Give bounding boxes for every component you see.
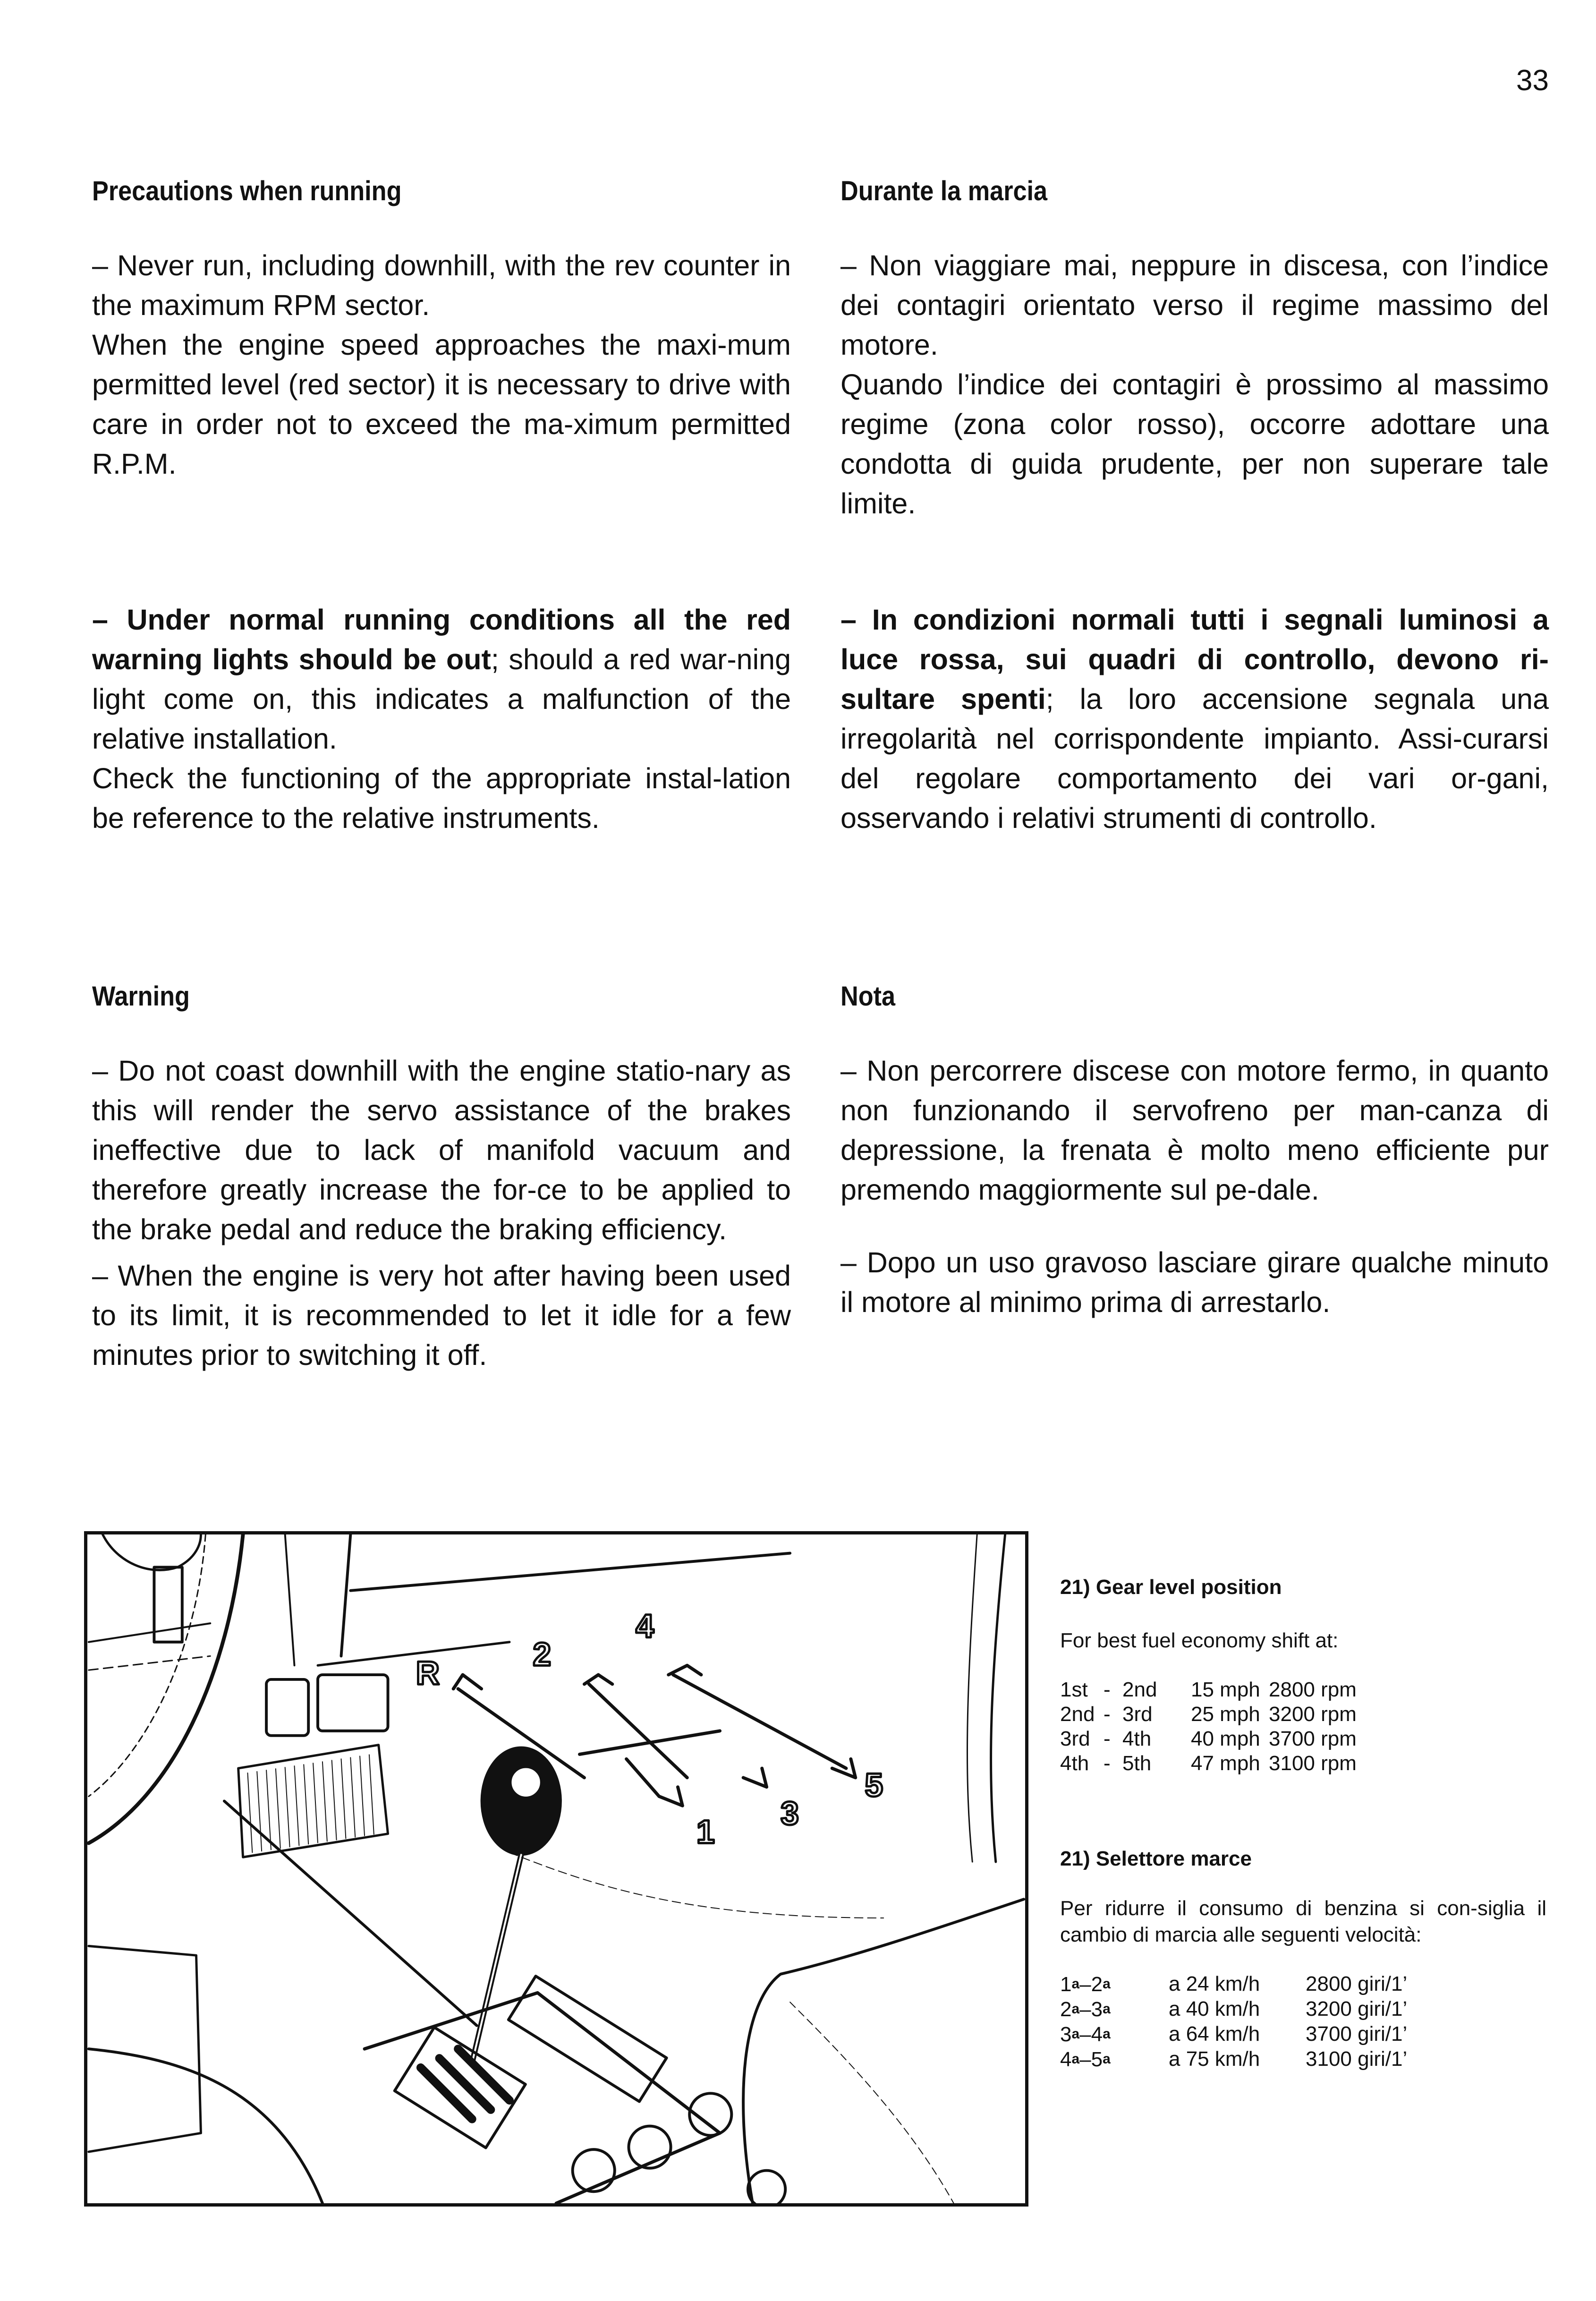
shift-speed: a 75 km/h bbox=[1169, 2047, 1260, 2071]
gear-label-3: 3 bbox=[781, 1794, 799, 1832]
shift-rpm: 3200 rpm bbox=[1269, 1702, 1357, 1726]
gear-label-5: 5 bbox=[865, 1766, 883, 1804]
segnali-emphasis: – In condizioni normali tutti i segnali luminosi a luce rossa, sui quadri di controllo, devono ri-sultare spenti bbox=[840, 604, 1549, 715]
page-number: 33 bbox=[1516, 64, 1549, 97]
gear-pair: 1$^a$–2$^a$ bbox=[1060, 1972, 1111, 1996]
shift-rpm: 3700 giri/1’ bbox=[1306, 2022, 1408, 2045]
to-gear: 5th bbox=[1122, 1751, 1152, 1775]
shift-rpm: 2800 giri/1’ bbox=[1306, 1972, 1408, 1995]
caption-intro-en: For best fuel economy shift at: bbox=[1060, 1628, 1339, 1652]
table-row bbox=[1060, 1972, 1407, 1997]
from-gear: 2nd bbox=[1060, 1702, 1095, 1726]
segnali-paragraph bbox=[840, 600, 1549, 838]
shift-speed: 40 mph bbox=[1191, 1727, 1260, 1750]
separator: - bbox=[1104, 1727, 1111, 1750]
caption-italian bbox=[1060, 1847, 1546, 2072]
section-warning bbox=[92, 980, 791, 1375]
shift-rpm: 3100 giri/1’ bbox=[1306, 2047, 1408, 2071]
shift-table-en bbox=[1060, 1678, 1357, 1776]
from-gear: 4th bbox=[1060, 1751, 1089, 1775]
gear-pair: 2$^a$–3$^a$ bbox=[1060, 1997, 1111, 2021]
from-gear: 3rd bbox=[1060, 1727, 1090, 1750]
gear-shift-diagram-icon bbox=[87, 1534, 1025, 2203]
to-gear: 4th bbox=[1122, 1727, 1152, 1750]
section-durante bbox=[840, 175, 1549, 523]
shift-rpm: 3200 giri/1’ bbox=[1306, 1997, 1408, 2020]
shift-rpm: 3700 rpm bbox=[1269, 1727, 1357, 1750]
shift-speed: 15 mph bbox=[1191, 1678, 1260, 1701]
warning-lights-paragraph bbox=[92, 600, 791, 758]
shift-table-it bbox=[1060, 1972, 1407, 2072]
nota-paragraph-2: – Dopo un uso gravoso lasciare girare qualche minuto il motore al minimo prima di arrestarlo. bbox=[840, 1246, 1549, 1318]
warning-paragraph-2: – When the engine is very hot after having been used to its limit, it is recommended to let it idle for a few minutes prior to switching it off. bbox=[92, 1259, 791, 1371]
shift-speed: 47 mph bbox=[1191, 1751, 1260, 1775]
to-gear: 2nd bbox=[1122, 1678, 1157, 1701]
gear-pair: 4$^a$–5$^a$ bbox=[1060, 2047, 1111, 2071]
shift-rpm: 3100 rpm bbox=[1269, 1751, 1357, 1775]
warning-lights-emphasis: – Under normal running conditions all the red warning lights should be out bbox=[92, 604, 791, 675]
caption-title-en: 21) Gear level position bbox=[1060, 1576, 1282, 1599]
gear-label-4: 4 bbox=[636, 1607, 654, 1645]
heading-precautions: Precautions when running bbox=[92, 176, 402, 206]
durante-paragraph-2: Quando l’indice dei contagiri è prossimo al massimo regime (zona color rosso), occorre adottare una condotta di guida prudente, per non superare tale limite. bbox=[840, 368, 1549, 520]
heading-durante: Durante la marcia bbox=[840, 176, 1048, 206]
nota-paragraph-1: – Non percorrere discese con motore fermo, in quanto non funzionando il servofreno per man-canza di depressione, la frenata è molto meno efficiente pur premendo maggiormente sul pe-dale. bbox=[840, 1054, 1549, 1206]
gear-label-r: R bbox=[416, 1654, 440, 1691]
table-row bbox=[1060, 2047, 1407, 2072]
heading-nota: Nota bbox=[840, 981, 896, 1012]
warning-lights-text: ; should a red war-ning light come on, this indicates a malfunction of the relative installation. bbox=[92, 643, 791, 755]
section-segnali bbox=[840, 600, 1549, 838]
table-row bbox=[1060, 1997, 1407, 2022]
precautions-paragraph-2: When the engine speed approaches the maxi-mum permitted level (red sector) it is necessary to drive with care in order not to exceed the ma-ximum permitted R.P.M. bbox=[92, 328, 791, 480]
caption-intro-it: Per ridurre il consumo di benzina si con-siglia il cambio di marcia alle seguenti velocità: bbox=[1060, 1896, 1546, 1946]
warning-paragraph-1: – Do not coast downhill with the engine statio-nary as this will render the servo assistance of the brakes ineffective due to lack of manifold vacuum and therefore greatly increase the for-ce to be applied to the brake pedal and reduce the braking efficiency. bbox=[92, 1054, 791, 1245]
shift-rpm: 2800 rpm bbox=[1269, 1678, 1357, 1701]
from-gear: 1st bbox=[1060, 1678, 1088, 1701]
table-row bbox=[1060, 2022, 1407, 2047]
section-precautions bbox=[92, 175, 791, 484]
table-row bbox=[1060, 1751, 1357, 1776]
precautions-paragraph-1: – Never run, including downhill, with the rev counter in the maximum RPM sector. bbox=[92, 249, 791, 321]
caption-english bbox=[1060, 1575, 1546, 1776]
warning-lights-paragraph-2: Check the functioning of the appropriate instal-lation be reference to the relative instruments. bbox=[92, 762, 791, 834]
segnali-text: ; la loro accensione segnala una irregolarità nel corrispondente impianto. Assi-curarsi del regolare comportamento dei vari or-gani, osservando i relativi strumenti di controllo. bbox=[840, 683, 1549, 834]
shift-speed: a 24 km/h bbox=[1169, 1972, 1260, 1995]
shift-speed: a 40 km/h bbox=[1169, 1997, 1260, 2020]
durante-paragraph-1: – Non viaggiare mai, neppure in discesa, con l’indice dei contagiri orientato verso il regime massimo del motore. bbox=[840, 249, 1549, 361]
separator: - bbox=[1104, 1702, 1111, 1726]
gear-label-1: 1 bbox=[696, 1813, 715, 1850]
to-gear: 3rd bbox=[1122, 1702, 1153, 1726]
table-row bbox=[1060, 1727, 1357, 1751]
shift-speed: 25 mph bbox=[1191, 1702, 1260, 1726]
section-nota bbox=[840, 980, 1549, 1322]
gear-lever-illustration bbox=[84, 1531, 1028, 2207]
gear-label-2: 2 bbox=[533, 1636, 552, 1673]
shift-speed: a 64 km/h bbox=[1169, 2022, 1260, 2045]
gear-pair: 3$^a$–4$^a$ bbox=[1060, 2022, 1111, 2046]
table-row bbox=[1060, 1678, 1357, 1702]
section-warning-lights bbox=[92, 600, 791, 838]
separator: - bbox=[1104, 1678, 1111, 1701]
caption-title-it: 21) Selettore marce bbox=[1060, 1847, 1252, 1870]
heading-warning: Warning bbox=[92, 981, 190, 1012]
separator: - bbox=[1104, 1751, 1111, 1775]
table-row bbox=[1060, 1702, 1357, 1727]
